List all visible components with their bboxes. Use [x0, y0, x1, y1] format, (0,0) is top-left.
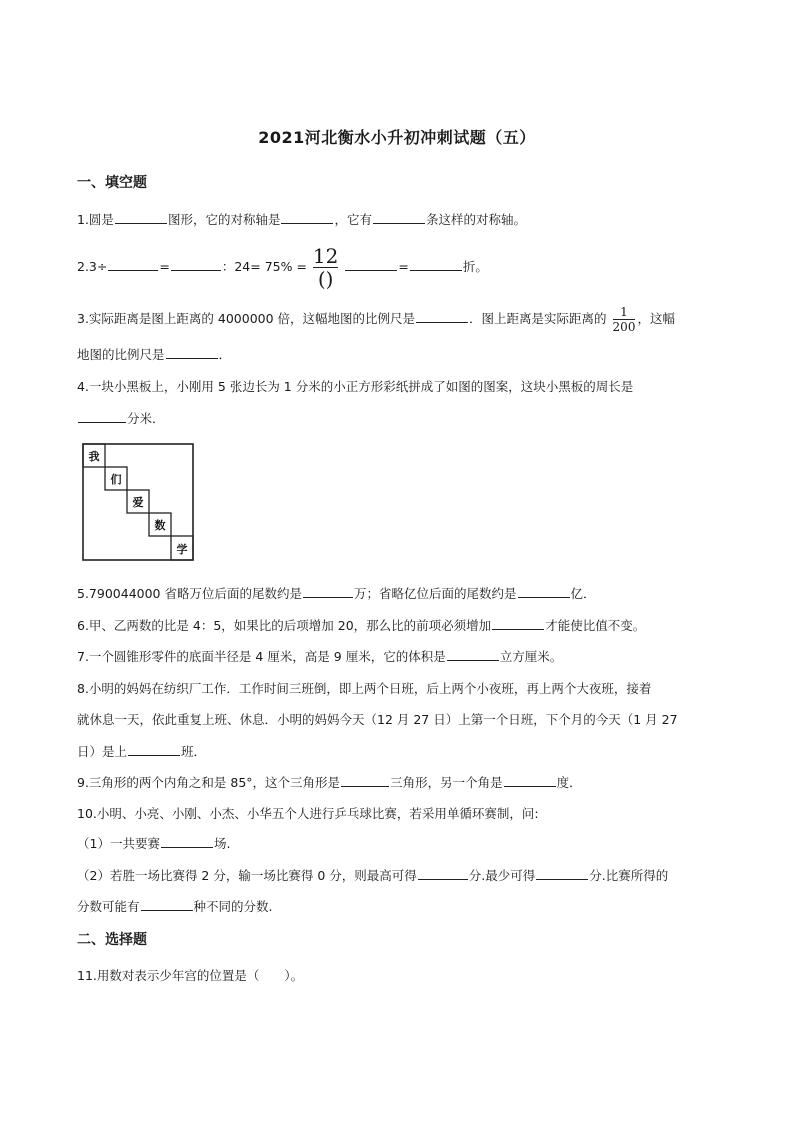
question-7: 7.一个圆锥形零件的底面半径是 4 厘米，高是 9 厘米，它的体积是 立方厘米。 — [77, 649, 563, 664]
question-3-line-2: 地图的比例尺是 ． — [77, 347, 232, 362]
answer-blank[interactable] — [115, 211, 167, 224]
question-3-line-1: 3.实际距离是图上距离的 4000000 倍，这幅地图的比例尺是 ．图上距离是实际距离的 $\frac{1}{200}$ ，这幅 — [77, 305, 675, 334]
answer-blank[interactable] — [373, 211, 425, 224]
fraction-1-over-200: $\frac{1}{200}$ — [612, 305, 636, 334]
question-8-line-3: 日）是上 班． — [77, 744, 207, 759]
answer-blank[interactable] — [281, 211, 333, 224]
square-label: 数 — [154, 519, 166, 532]
question-9: 9.三角形的两个内角之和是 85°，这个三角形是 三角形，另一个角是 度． — [77, 775, 582, 790]
answer-blank[interactable] — [78, 410, 126, 423]
answer-blank[interactable] — [518, 585, 570, 598]
answer-blank[interactable] — [161, 835, 213, 848]
square-label: 们 — [110, 473, 122, 486]
answer-blank[interactable] — [492, 617, 544, 630]
answer-blank[interactable] — [416, 310, 468, 323]
question-2: 2.3÷ = ：24= 75% = $\frac{12}{()}$ = 折。 — [77, 244, 488, 291]
section-heading-choice: 二、选择题 — [77, 932, 147, 948]
question-11: 11.用数对表示少年宫的位置是（ ）。 — [77, 968, 304, 983]
answer-blank[interactable] — [303, 585, 353, 598]
square-label: 我 — [88, 450, 100, 463]
question-10-line-1: 10.小明、小亮、小刚、小杰、小华五个人进行乒乓球比赛，若采用单循环赛制，问: — [77, 806, 539, 821]
answer-blank[interactable] — [447, 648, 499, 661]
page-title: 2021河北衡水小升初冲刺试题（五） — [258, 128, 536, 147]
question-4-line-2: 分米． — [77, 410, 165, 428]
staircase-squares-figure — [77, 437, 199, 567]
square-label: 学 — [176, 543, 188, 556]
answer-blank[interactable] — [410, 258, 462, 271]
answer-blank[interactable] — [128, 743, 180, 756]
fraction-12-over-blank: $\frac{12}{()}$ — [312, 244, 339, 291]
question-5: 5.790044000 省略万位后面的尾数约是 万；省略亿位后面的尾数约是 亿． — [77, 586, 596, 601]
question-6: 6.甲、乙两数的比是 4：5，如果比的后项增加 20，那么比的前项必须增加 才能使比值不变。 — [77, 618, 646, 633]
question-8-line-2: 就休息一天，依此重复上班、休息．小明的妈妈今天（12 月 27 日）上第一个日班，下个月的今天（1 月 27 — [77, 712, 678, 727]
square-label: 爱 — [132, 496, 144, 509]
question-10-part-2: （2）若胜一场比赛得 2 分，输一场比赛得 0 分，则最高可得 分.最少可得 分.比赛所得的 — [77, 868, 669, 883]
answer-blank[interactable] — [345, 258, 397, 271]
answer-blank[interactable] — [166, 346, 218, 359]
answer-blank[interactable] — [341, 774, 389, 787]
question-10-part-1: （1）一共要赛 场. — [77, 836, 231, 851]
section-heading-fill-blank: 一、填空题 — [77, 175, 147, 191]
answer-blank[interactable] — [141, 898, 193, 911]
question-1: 1.圆是 图形，它的对称轴是 ，它有 条这样的对称轴。 — [77, 212, 526, 227]
answer-blank[interactable] — [108, 258, 158, 271]
answer-blank[interactable] — [536, 867, 588, 880]
answer-blank[interactable] — [171, 258, 221, 271]
answer-blank[interactable] — [504, 774, 556, 787]
answer-blank[interactable] — [418, 867, 468, 880]
question-10-part-3: 分数可能有 种不同的分数. — [77, 899, 273, 914]
question-8-line-1: 8.小明的妈妈在纺织厂工作．工作时间三班倒，即上两个日班，后上两个小夜班，再上两个大夜班，接着 — [77, 681, 652, 696]
question-4-line-1: 4.一块小黑板上，小刚用 5 张边长为 1 分米的小正方形彩纸拼成了如图的图案，这块小黑板的周长是 — [77, 379, 634, 394]
